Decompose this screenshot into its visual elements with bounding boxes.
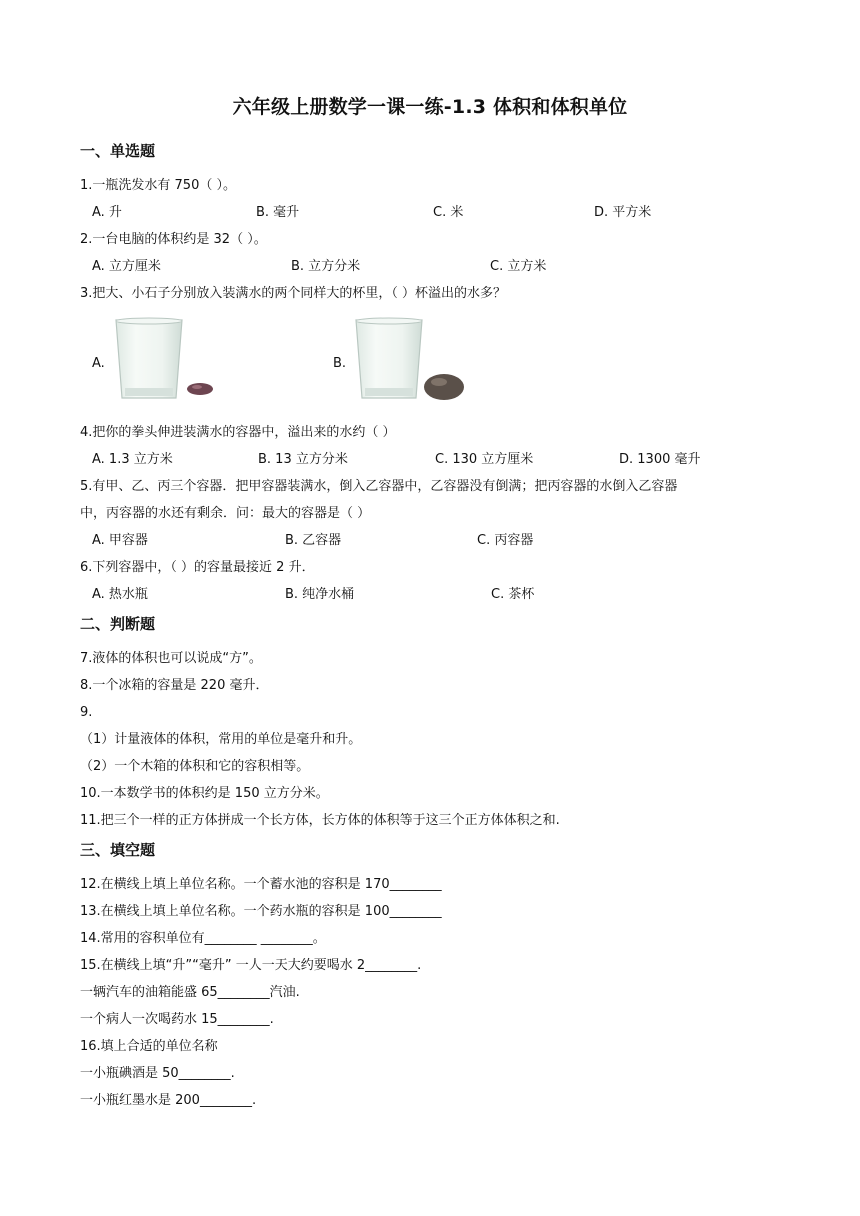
question-16: 16.填上合适的单位名称	[80, 1039, 218, 1054]
question-1-option-d: D. 平方米	[594, 205, 652, 220]
question-4-option-b: B. 13 立方分米	[258, 452, 348, 467]
question-1-option-c: C. 米	[433, 205, 464, 220]
question-5-option-a: A. 甲容器	[92, 533, 148, 548]
glass-with-small-stone-image	[112, 316, 224, 404]
question-2-option-c: C. 立方米	[490, 259, 547, 274]
question-1-option-a: A. 升	[92, 205, 122, 220]
question-3-option-b: B.	[333, 356, 347, 371]
question-4-option-a: A. 1.3 立方米	[92, 452, 173, 467]
question-1-stem: 1.一瓶洗发水有 750（ ）。	[80, 178, 236, 193]
question-5-option-c: C. 丙容器	[477, 533, 534, 548]
question-5-stem-line-2: 中，丙容器的水还有剩余．问：最大的容器是（ ）	[80, 506, 371, 521]
question-10: 10.一本数学书的体积约是 150 立方分米。	[80, 786, 329, 801]
question-15-line-2: 一辆汽车的油箱能盛 65________汽油.	[80, 985, 300, 1000]
page-title: 六年级上册数学一课一练-1.3 体积和体积单位	[232, 96, 628, 118]
question-3-stem: 3.把大、小石子分别放入装满水的两个同样大的杯里，（ ）杯溢出的水多？	[80, 286, 507, 301]
question-16-line-1: 一小瓶碘酒是 50________.	[80, 1066, 235, 1081]
question-5-stem-line-1: 5.有甲、乙、丙三个容器．把甲容器装满水，倒入乙容器中，乙容器没有倒满；把丙容器的水倒入乙容器	[80, 479, 678, 494]
section-heading-true-false: 二、判断题	[80, 615, 156, 633]
question-1-option-b: B. 毫升	[256, 205, 300, 220]
question-13: 13.在横线上填上单位名称。一个药水瓶的容积是 100________	[80, 904, 442, 919]
question-4-option-d: D. 1300 毫升	[619, 452, 701, 467]
glass-with-large-stone-image	[352, 316, 468, 404]
question-15-line-3: 一个病人一次喝药水 15________.	[80, 1012, 274, 1027]
question-9: 9.	[80, 705, 93, 720]
question-4-stem: 4.把你的拳头伸进装满水的容器中，溢出来的水约（ ）	[80, 425, 396, 440]
question-5-option-b: B. 乙容器	[285, 533, 342, 548]
question-11: 11.把三个一样的正方体拼成一个长方体，长方体的体积等于这三个正方体体积之和.	[80, 813, 560, 828]
question-9-part-2: （2）一个木箱的体积和它的容积相等。	[80, 759, 310, 774]
section-heading-single-choice: 一、单选题	[80, 142, 156, 160]
question-6-option-a: A. 热水瓶	[92, 587, 148, 602]
question-6-option-b: B. 纯净水桶	[285, 587, 355, 602]
question-16-line-2: 一小瓶红墨水是 200________.	[80, 1093, 257, 1108]
question-7: 7.液体的体积也可以说成“方”。	[80, 651, 262, 666]
question-14: 14.常用的容积单位有________ ________。	[80, 931, 326, 946]
question-2-stem: 2.一台电脑的体积约是 32（ ）。	[80, 232, 267, 247]
question-3-option-a: A.	[92, 356, 105, 371]
section-heading-fill-blank: 三、填空题	[80, 841, 156, 859]
question-8: 8.一个冰箱的容量是 220 毫升．	[80, 678, 269, 693]
question-6-stem: 6.下列容器中，（ ）的容量最接近 2 升．	[80, 560, 315, 575]
question-4-option-c: C. 130 立方厘米	[435, 452, 534, 467]
question-15: 15.在横线上填“升”“毫升” 一人一天大约要喝水 2________.	[80, 958, 422, 973]
question-6-option-c: C. 茶杯	[491, 587, 535, 602]
question-2-option-a: A. 立方厘米	[92, 259, 161, 274]
question-9-part-1: （1）计量液体的体积，常用的单位是毫升和升。	[80, 732, 362, 747]
question-2-option-b: B. 立方分米	[291, 259, 361, 274]
question-12: 12.在横线上填上单位名称。一个蓄水池的容积是 170________	[80, 877, 442, 892]
